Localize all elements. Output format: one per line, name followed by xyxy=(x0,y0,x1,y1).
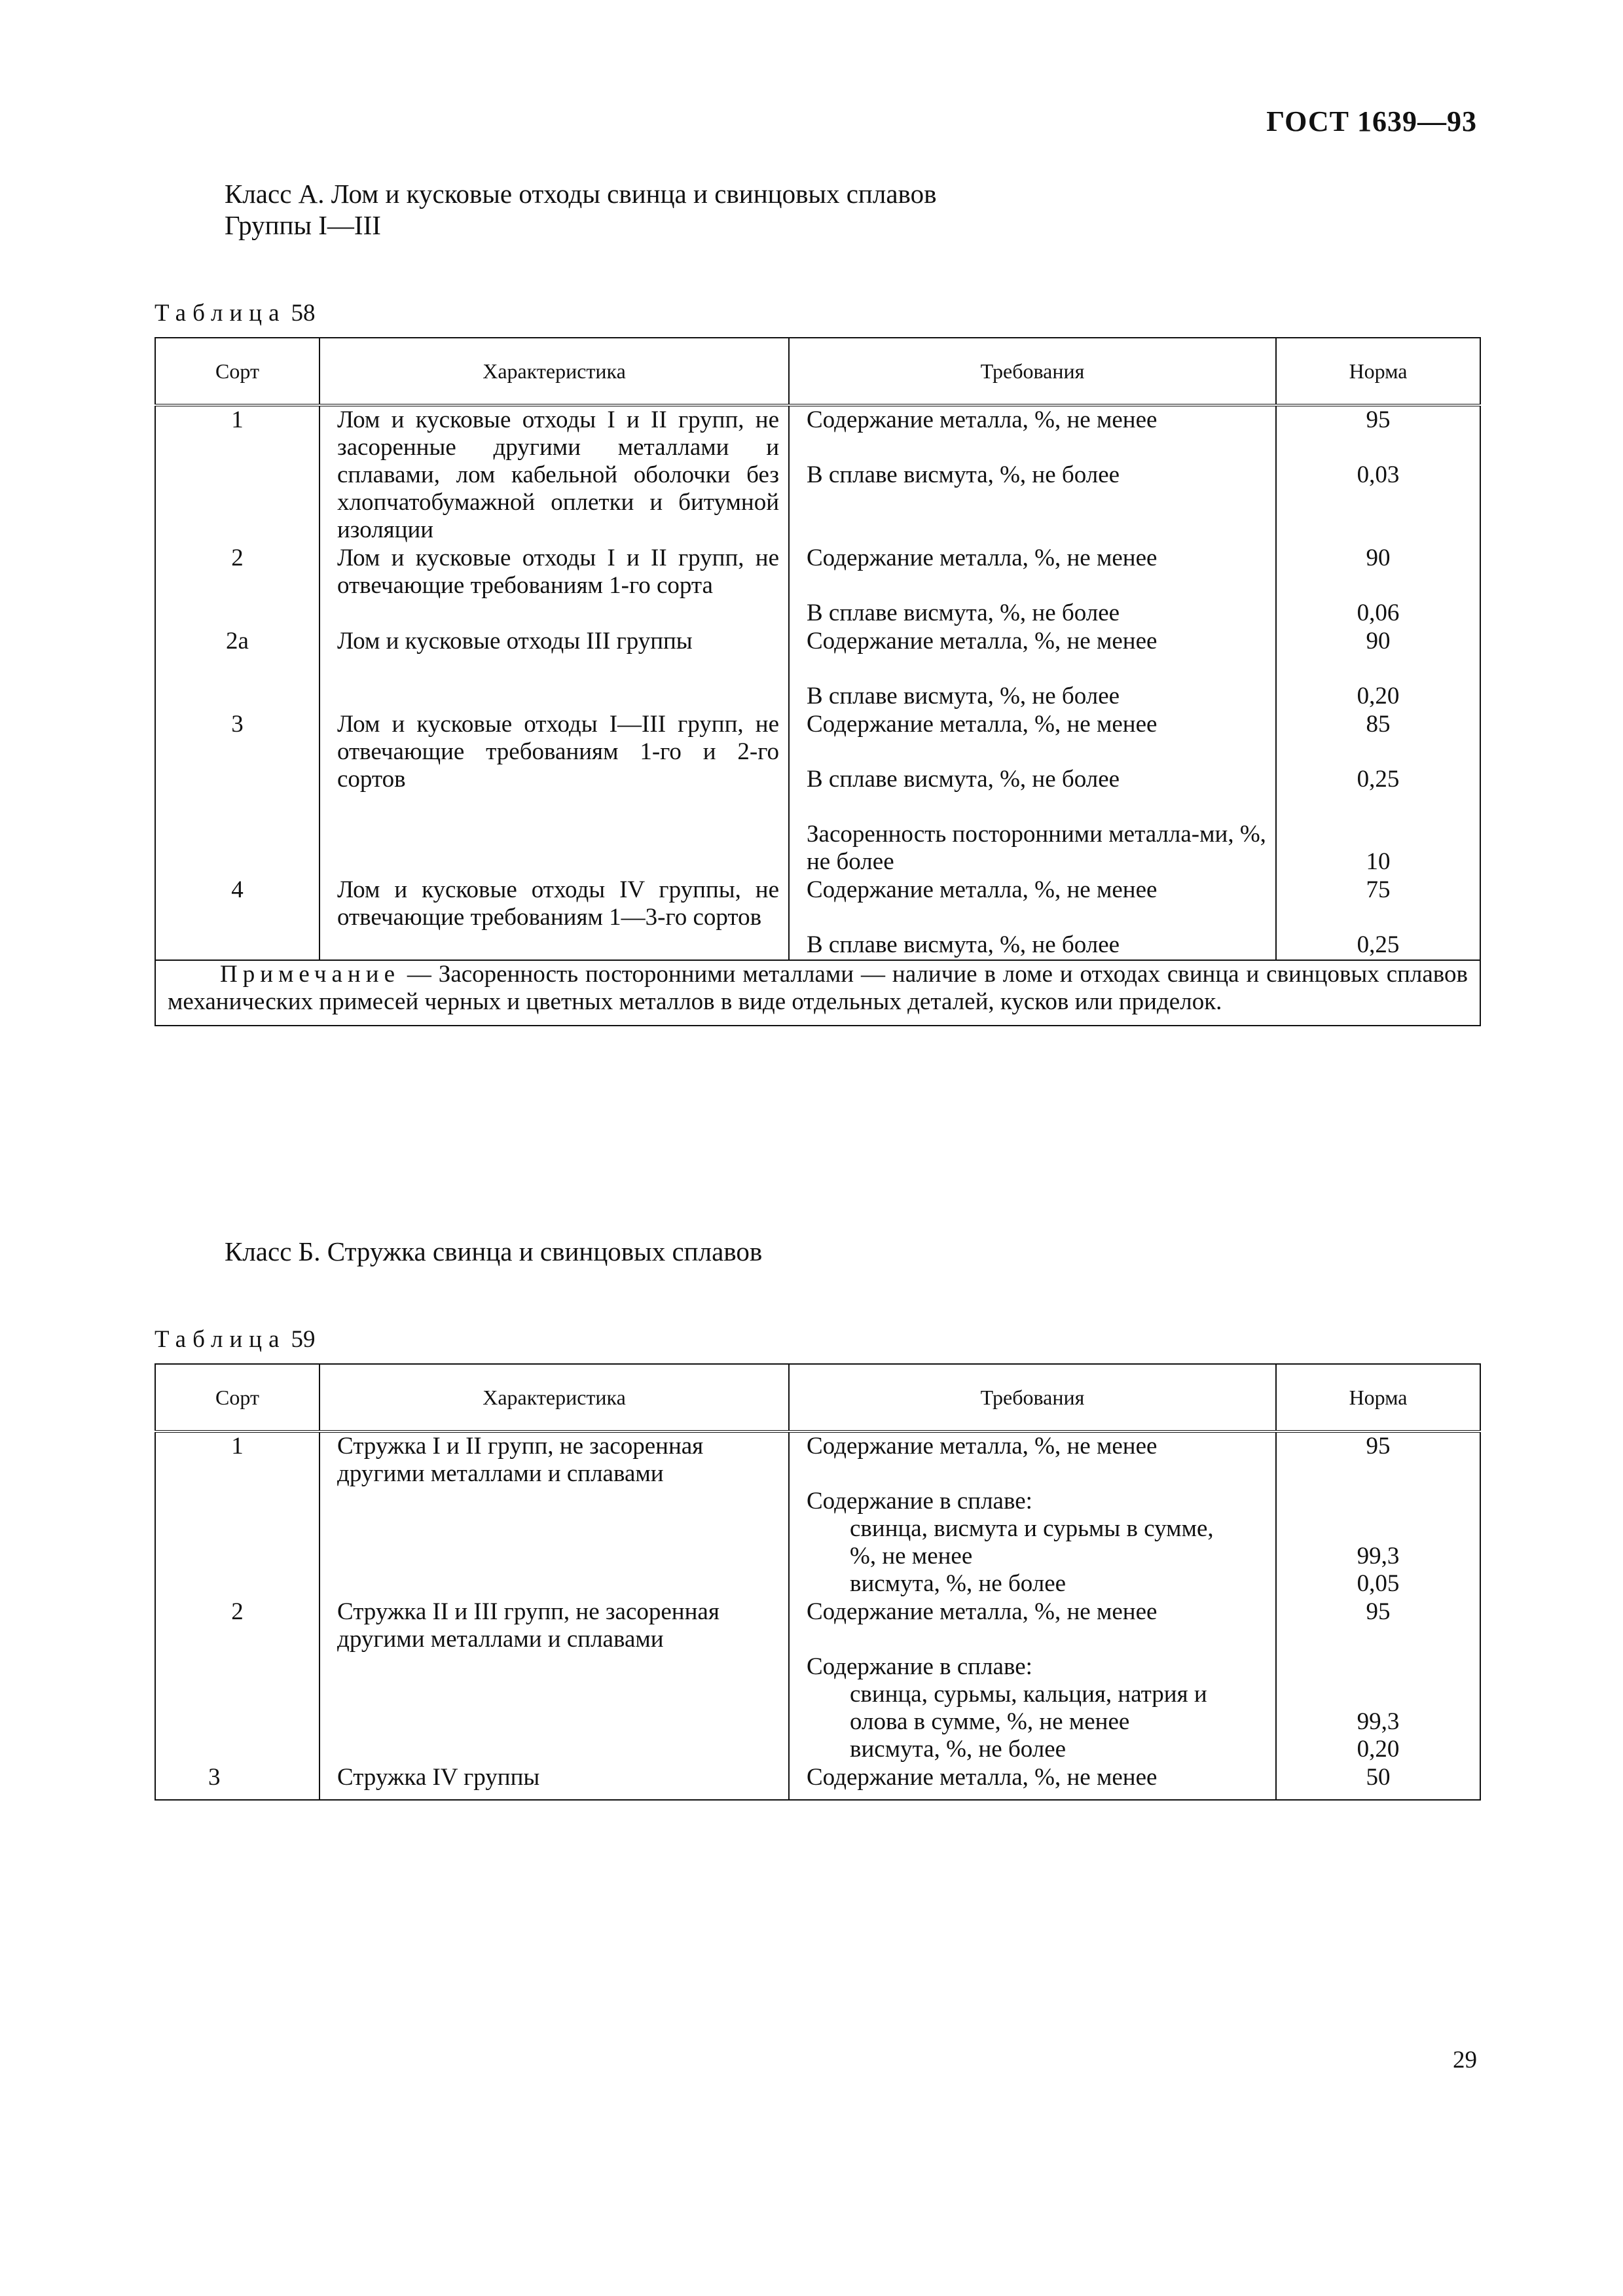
norm-value: 50 xyxy=(1366,1764,1391,1791)
norm-value: 10 xyxy=(1366,848,1391,875)
cell-norm xyxy=(1276,1431,1480,1598)
norm-value: 95 xyxy=(1366,406,1391,433)
norm-value: 75 xyxy=(1366,876,1391,903)
class-a-title-line1: Класс А. Лом и кусковые отходы свинца и свинцовых сплавов xyxy=(225,179,937,209)
norm-value: 0,25 xyxy=(1357,766,1400,793)
table-58-caption xyxy=(155,299,316,327)
cell-sort: 3 xyxy=(155,1764,319,1800)
table-row xyxy=(155,628,1480,711)
table-59-caption xyxy=(155,1325,316,1354)
requirement-line: Содержание металла, %, не менее xyxy=(807,711,1158,738)
col-header-characteristic: Характеристика xyxy=(319,1364,789,1431)
cell-sort: 2а xyxy=(155,628,319,711)
class-a-title xyxy=(225,178,936,241)
table-caption-word: Таблица xyxy=(155,300,286,327)
cell-characteristic: Лом и кусковые отходы I и II групп, не засоренные другими металлами и сплавами, лом кабельной оболочки без хлопчатобумажной оплетки и битумной изоляции xyxy=(319,405,789,545)
norm-value: 90 xyxy=(1366,628,1391,655)
table-row xyxy=(155,876,1480,960)
cell-norm xyxy=(1276,405,1480,545)
cell-requirements xyxy=(789,1764,1276,1800)
norm-value: 0,05 xyxy=(1357,1570,1400,1597)
cell-characteristic: Стружка IV группы xyxy=(319,1764,789,1800)
cell-characteristic: Стружка II и III групп, не засоренная другими металлами и сплавами xyxy=(319,1598,789,1764)
cell-characteristic: Лом и кусковые отходы I—III групп, не отвечающие требованиям 1-го и 2-го сортов xyxy=(319,711,789,876)
norm-value: 0,25 xyxy=(1357,931,1400,958)
requirement-line: В сплаве висмута, %, не более xyxy=(807,461,1120,488)
col-header-sort: Сорт xyxy=(155,338,319,405)
table-row xyxy=(155,1431,1480,1598)
cell-characteristic: Лом и кусковые отходы IV группы, не отвечающие требованиям 1—3-го сортов xyxy=(319,876,789,960)
cell-requirements xyxy=(789,545,1276,628)
requirement-line: Содержание в сплаве: xyxy=(807,1488,1032,1515)
table-row xyxy=(155,545,1480,628)
table-row xyxy=(155,711,1480,876)
table-header-row xyxy=(155,338,1480,405)
norm-value: 90 xyxy=(1366,545,1391,571)
norm-value: 85 xyxy=(1366,711,1391,738)
cell-characteristic: Стружка I и II групп, не засоренная другими металлами и сплавами xyxy=(319,1431,789,1598)
cell-sort: 4 xyxy=(155,876,319,960)
requirement-line: В сплаве висмута, %, не более xyxy=(807,931,1120,958)
requirement-line: Содержание в сплаве: xyxy=(807,1653,1032,1680)
table-row xyxy=(155,405,1480,545)
cell-norm xyxy=(1276,545,1480,628)
col-header-requirements: Требования xyxy=(789,1364,1276,1431)
norm-value: 95 xyxy=(1366,1598,1391,1625)
table-note xyxy=(155,960,1480,1026)
cell-requirements xyxy=(789,711,1276,876)
requirement-line: Содержание металла, %, не менее xyxy=(807,1598,1158,1625)
norm-value: 99,3 xyxy=(1357,1708,1400,1735)
norm-value: 0,20 xyxy=(1357,683,1400,709)
cell-sort: 1 xyxy=(155,405,319,545)
class-a-title-line2: Группы I—III xyxy=(225,210,381,240)
cell-requirements xyxy=(789,876,1276,960)
norm-value: 0,03 xyxy=(1357,461,1400,488)
col-header-norm: Норма xyxy=(1276,1364,1480,1431)
requirement-subline: олова в сумме, %, не менее xyxy=(850,1708,1130,1735)
document-code: ГОСТ 1639—93 xyxy=(1266,105,1477,137)
norm-value: 95 xyxy=(1366,1433,1391,1460)
col-header-norm: Норма xyxy=(1276,338,1480,405)
requirement-line: Содержание металла, %, не менее xyxy=(807,1764,1158,1791)
cell-norm xyxy=(1276,876,1480,960)
cell-requirements xyxy=(789,405,1276,545)
col-header-requirements: Требования xyxy=(789,338,1276,405)
cell-norm xyxy=(1276,711,1480,876)
table-58 xyxy=(155,337,1481,1026)
note-label: Примечание xyxy=(220,961,400,988)
norm-value: 0,06 xyxy=(1357,600,1400,626)
requirement-subline: свинца, сурьмы, кальция, натрия и xyxy=(850,1681,1207,1708)
requirement-line: Содержание металла, %, не менее xyxy=(807,876,1158,903)
requirement-subline: висмута, %, не более xyxy=(850,1736,1067,1763)
requirement-line: Содержание металла, %, не менее xyxy=(807,545,1158,571)
cell-sort: 3 xyxy=(155,711,319,876)
table-note-row xyxy=(155,960,1480,1026)
requirement-line: Содержание металла, %, не менее xyxy=(807,1433,1158,1460)
cell-sort: 1 xyxy=(155,1431,319,1598)
page-number: 29 xyxy=(1453,2047,1477,2073)
col-header-characteristic: Характеристика xyxy=(319,338,789,405)
cell-characteristic: Лом и кусковые отходы III группы xyxy=(319,628,789,711)
requirement-line: Засоренность посторонними металла-ми, %, не более xyxy=(807,821,1266,875)
table-caption-number: 58 xyxy=(291,300,316,327)
requirement-subline: висмута, %, не более xyxy=(850,1570,1067,1597)
cell-requirements xyxy=(789,1598,1276,1764)
requirement-line: В сплаве висмута, %, не более xyxy=(807,600,1120,626)
cell-requirements xyxy=(789,628,1276,711)
table-caption-word: Таблица xyxy=(155,1326,286,1353)
note-text: — Засоренность посторонними металлами — наличие в ломе и отходах свинца и свинцовых сплавов механических примесей черных и цветных металлов в виде отдельных деталей, кусков или приделок. xyxy=(168,961,1468,1015)
col-header-sort: Сорт xyxy=(155,1364,319,1431)
table-59 xyxy=(155,1363,1481,1801)
cell-norm xyxy=(1276,1764,1480,1800)
cell-norm xyxy=(1276,1598,1480,1764)
requirement-line: В сплаве висмута, %, не более xyxy=(807,683,1120,709)
cell-requirements xyxy=(789,1431,1276,1598)
cell-sort: 2 xyxy=(155,1598,319,1764)
cell-norm xyxy=(1276,628,1480,711)
class-b-title: Класс Б. Стружка свинца и свинцовых сплавов xyxy=(225,1236,763,1266)
cell-characteristic: Лом и кусковые отходы I и II групп, не отвечающие требованиям 1-го сорта xyxy=(319,545,789,628)
requirement-line: Содержание металла, %, не менее xyxy=(807,406,1158,433)
table-row xyxy=(155,1764,1480,1800)
requirement-subline: %, не менее xyxy=(850,1543,973,1570)
norm-value: 0,20 xyxy=(1357,1736,1400,1763)
table-row xyxy=(155,1598,1480,1764)
cell-sort: 2 xyxy=(155,545,319,628)
requirement-line: Содержание металла, %, не менее xyxy=(807,628,1158,655)
table-header-row xyxy=(155,1364,1480,1431)
norm-value: 99,3 xyxy=(1357,1543,1400,1570)
requirement-subline: свинца, висмута и сурьмы в сумме, xyxy=(850,1515,1214,1542)
table-caption-number: 59 xyxy=(291,1326,316,1353)
requirement-line: В сплаве висмута, %, не более xyxy=(807,766,1120,793)
